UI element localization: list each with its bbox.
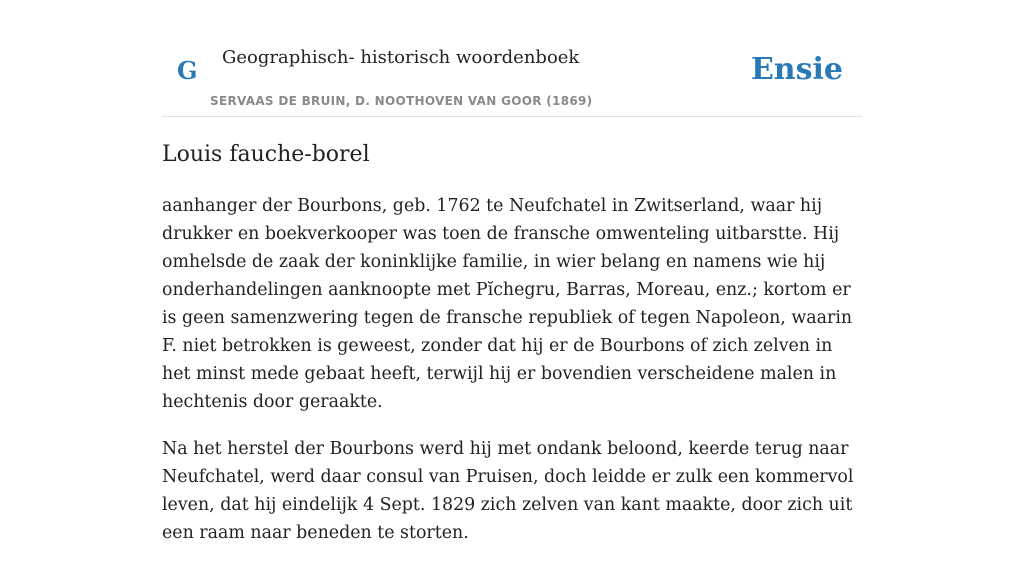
header — [162, 0, 862, 117]
dictionary-authors: SERVAAS DE BRUIN, D. NOOTHOVEN VAN GOOR (1869) — [210, 94, 593, 108]
entry-paragraph: aanhanger der Bourbons, geb. 1762 te Neufchatel in Zwitserland, waar hij drukker en boekverkooper was toen de fransche omwenteling uitbarstte. Hij omhelsde de zaak der koninklijke familie, in wier belang en namens wie hij onderhandelingen aanknoopte met Pĭchegru, Barras, Moreau, enz.; kortom er is geen samenzwering tegen de fransche republiek of tegen Napoleon, waarin F. niet betrokken is geweest, zonder dat hij er de Bourbons of zich zelven in het minst mede gebaat heeft, terwijl hij er bovendien verscheidene malen in hechtenis door geraakte. — [162, 196, 853, 412]
ensie-logo[interactable]: Ensie — [750, 52, 843, 87]
entry-paragraph: Na het herstel der Bourbons werd hij met ondank beloond, keerde terug naar Neufchatel, werd daar consul van Pruisen, doch leidde er zulk een kommervol leven, dat hij eindelijk 4 Sept. 1829 zich zelven van kant maakte, door zich uit een raam naar beneden te storten. — [162, 439, 854, 543]
entry-title: Louis fauche-borel — [162, 142, 370, 167]
dictionary-title[interactable]: Geographisch- historisch woordenboek — [222, 47, 580, 68]
entry-body — [162, 192, 862, 566]
dictionary-logo-icon[interactable]: G — [177, 56, 198, 85]
